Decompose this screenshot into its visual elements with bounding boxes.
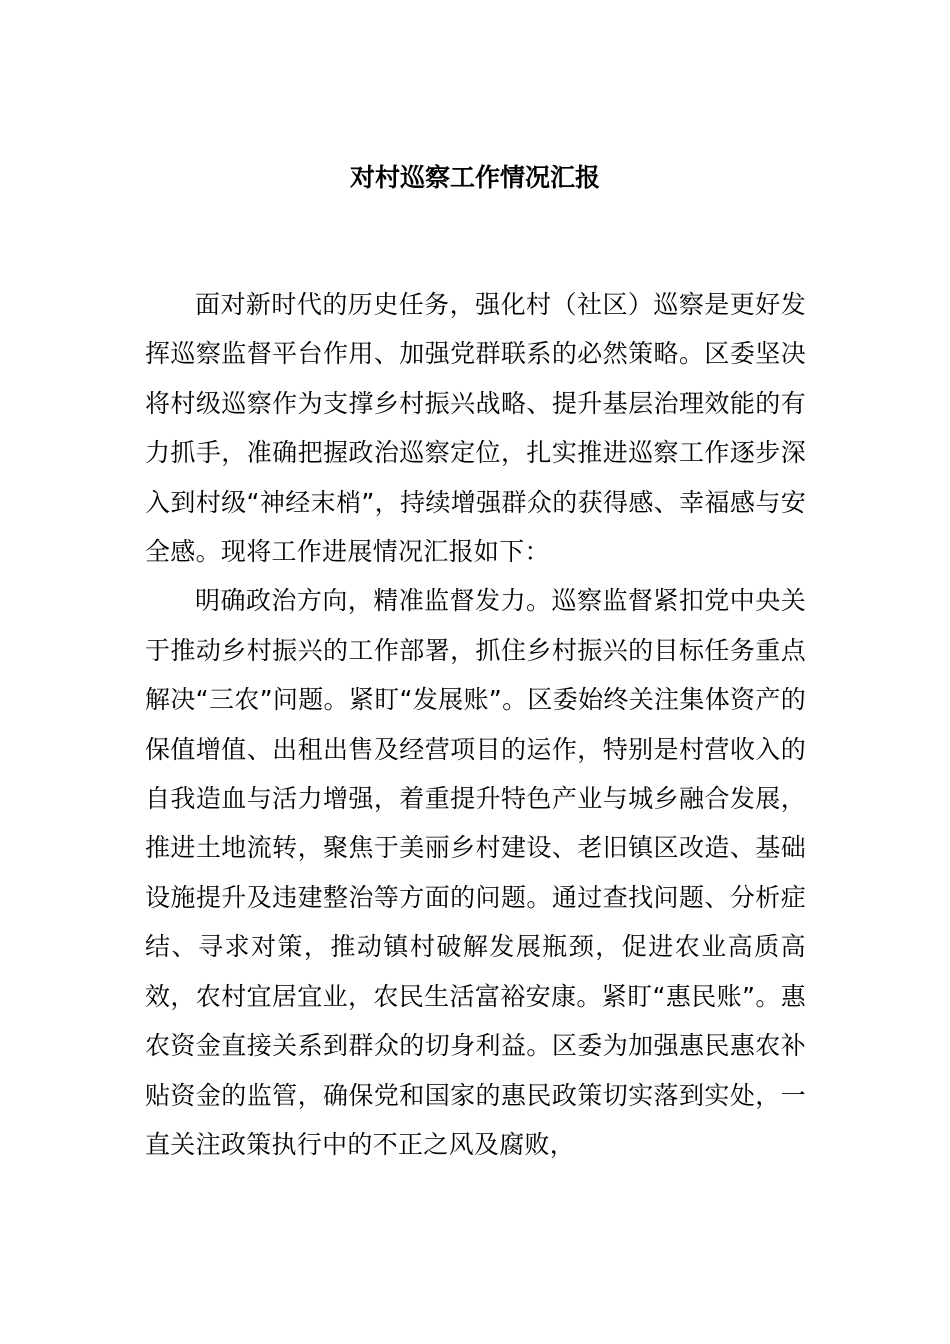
document-body: [145, 280, 806, 1169]
paragraph-political-direction: 明确政治方向，精准监督发力。巡察监督紧扣党中央关于推动乡村振兴的工作部署，抓住乡村振兴的目标任务重点解决“三农”问题。紧盯“发展账”。区委始终关注集体资产的保值增值、出租出售及经营项目的运作，特别是村营收入的自我造血与活力增强，着重提升特色产业与城乡融合发展，推进土地流转，聚焦于美丽乡村建设、老旧镇区改造、基础设施提升及违建整治等方面的问题。通过查找问题、分析症结、寻求对策，推动镇村破解发展瓶颈，促进农业高质高效，农村宜居宜业，农民生活富裕安康。紧盯“惠民账”。惠农资金直接关系到群众的切身利益。区委为加强惠民惠农补贴资金的监管，确保党和国家的惠民政策切实落到实处，一直关注政策执行中的不正之风及腐败，: [145, 586, 806, 1159]
document-title: 对村巡察工作情况汇报: [349, 163, 600, 192]
paragraph-intro: 面对新时代的历史任务，强化村（社区）巡察是更好发挥巡察监督平台作用、加强党群联系的必然策略。区委坚决将村级巡察作为支撑乡村振兴战略、提升基层治理效能的有力抓手，准确把握政治巡察定位，扎实推进巡察工作逐步深入到村级“神经末梢”，持续增强群众的获得感、幸福感与安全感。现将工作进展情况汇报如下：: [145, 290, 806, 567]
